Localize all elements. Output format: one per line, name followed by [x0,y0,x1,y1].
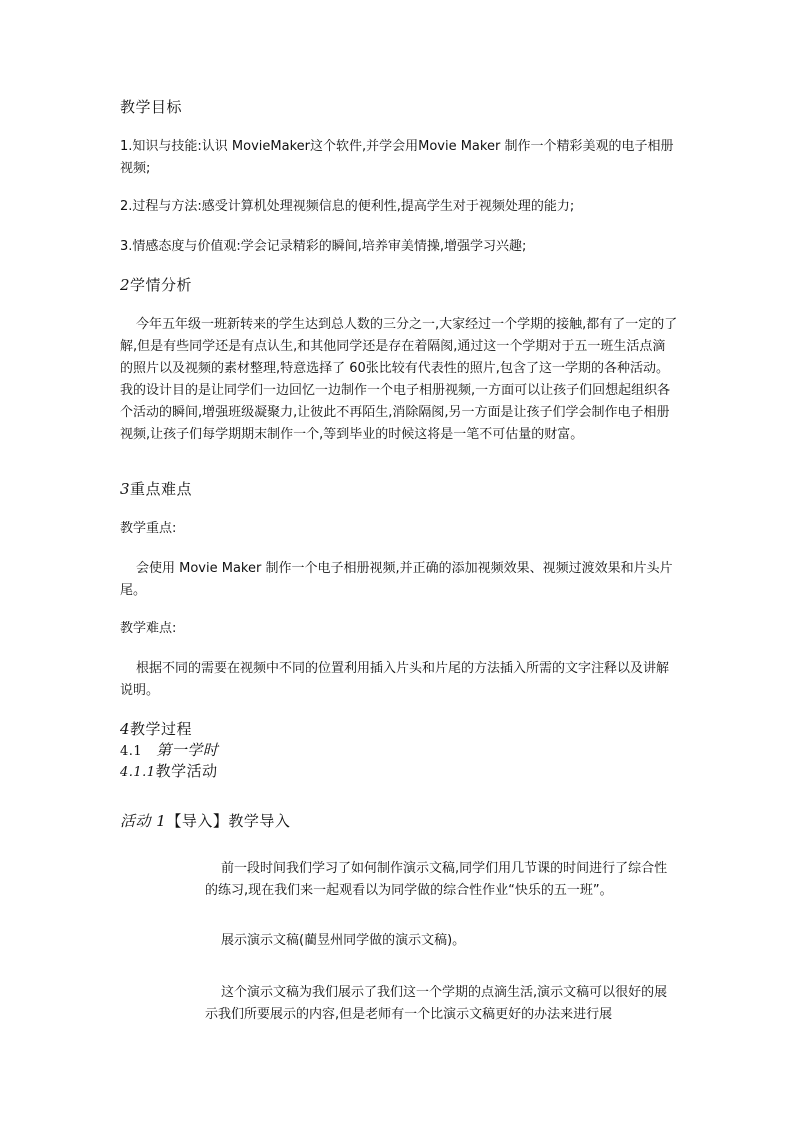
activity-paragraph: 这个演示文稿为我们展示了我们这一个学期的点滴生活,演示文稿可以很好的展示我们所要展示的内容,但是老师有一个比演示文稿更好的办法来进行展 [205,985,668,1022]
subsubsection-heading-activities [120,760,218,781]
activity-paragraph: 前一段时间我们学习了如何制作演示文稿,同学们用几节课的时间进行了综合性的练习,现在我们来一起观看以为同学做的综合性作业“快乐的五一班”。 [205,861,668,898]
key-point-text: 会使用 Movie Maker 制作一个电子相册视频,并正确的添加视频效果、视频过渡效果和片头片尾。 [120,561,673,598]
difficulty-text: 根据不同的需要在视频中不同的位置利用插入片头和片尾的方法插入所需的文字注释以及讲解说明。 [120,661,670,698]
subsection-number: 4.1 [120,744,143,759]
section-title-objectives: 教学目标 [120,98,183,116]
subsubsection-title: 教学活动 [155,762,218,780]
subsubsection-number: 4.1.1 [120,765,156,780]
section-number: 2 [120,276,131,294]
key-point-label: 教学重点: [120,521,177,536]
subsection-heading-first-period [120,739,218,760]
activity-paragraph: 展示演示文稿(藺昱州同学做的演示文稿)。 [221,933,466,948]
activity-tag: 【导入】 [166,812,229,830]
section-title: 教学过程 [130,720,193,738]
activity-heading [120,810,290,831]
section-heading-analysis [120,274,192,295]
section-heading-keypoints [120,478,192,499]
activity-title: 教学导入 [228,812,291,830]
section-heading-process [120,718,192,739]
objective-item-attitude: 3.情感态度与价值观:学会记录精彩的瞬间,培养审美情操,增强学习兴趣; [120,239,527,254]
section-number: 3 [120,480,131,498]
difficulty-label: 教学难点: [120,621,177,636]
objective-item-knowledge: 1.知识与技能:认识 MovieMaker这个软件,并学会用Movie Maker 制作一个精彩美观的电子相册视频; [120,139,674,176]
analysis-paragraph: 今年五年级一班新转来的学生达到总人数的三分之一,大家经过一个学期的接触,都有了一定的了解,但是有些同学还是有点认生,和其他同学还是存在着隔阂,通过这一个学期对于五一班生活点滴的照片以及视频的素材整理,特意选择了 60张比较有代表性的照片,包含了这一学期的各种活动。我的设计目的是让同学们一边回忆一边制作一个电子相册视频,一方面可以让孩子们回想起组织各个活动的瞬间,增强班级凝聚力,让彼此不再陌生,消除隔阂,另一方面是让孩子们学会制作电子相册视频,让孩子们每学期期末制作一个,等到毕业的时候这将是一笔不可估量的财富。 [120,317,678,442]
activity-number: 活动 1 [120,812,167,830]
section-number: 4 [120,720,131,738]
objective-item-process: 2.过程与方法:感受计算机处理视频信息的便利性,提高学生对于视频处理的能力; [120,199,575,214]
section-title: 重点难点 [130,480,193,498]
section-title: 学情分析 [130,276,193,294]
subsection-title: 第一学时 [156,741,219,759]
